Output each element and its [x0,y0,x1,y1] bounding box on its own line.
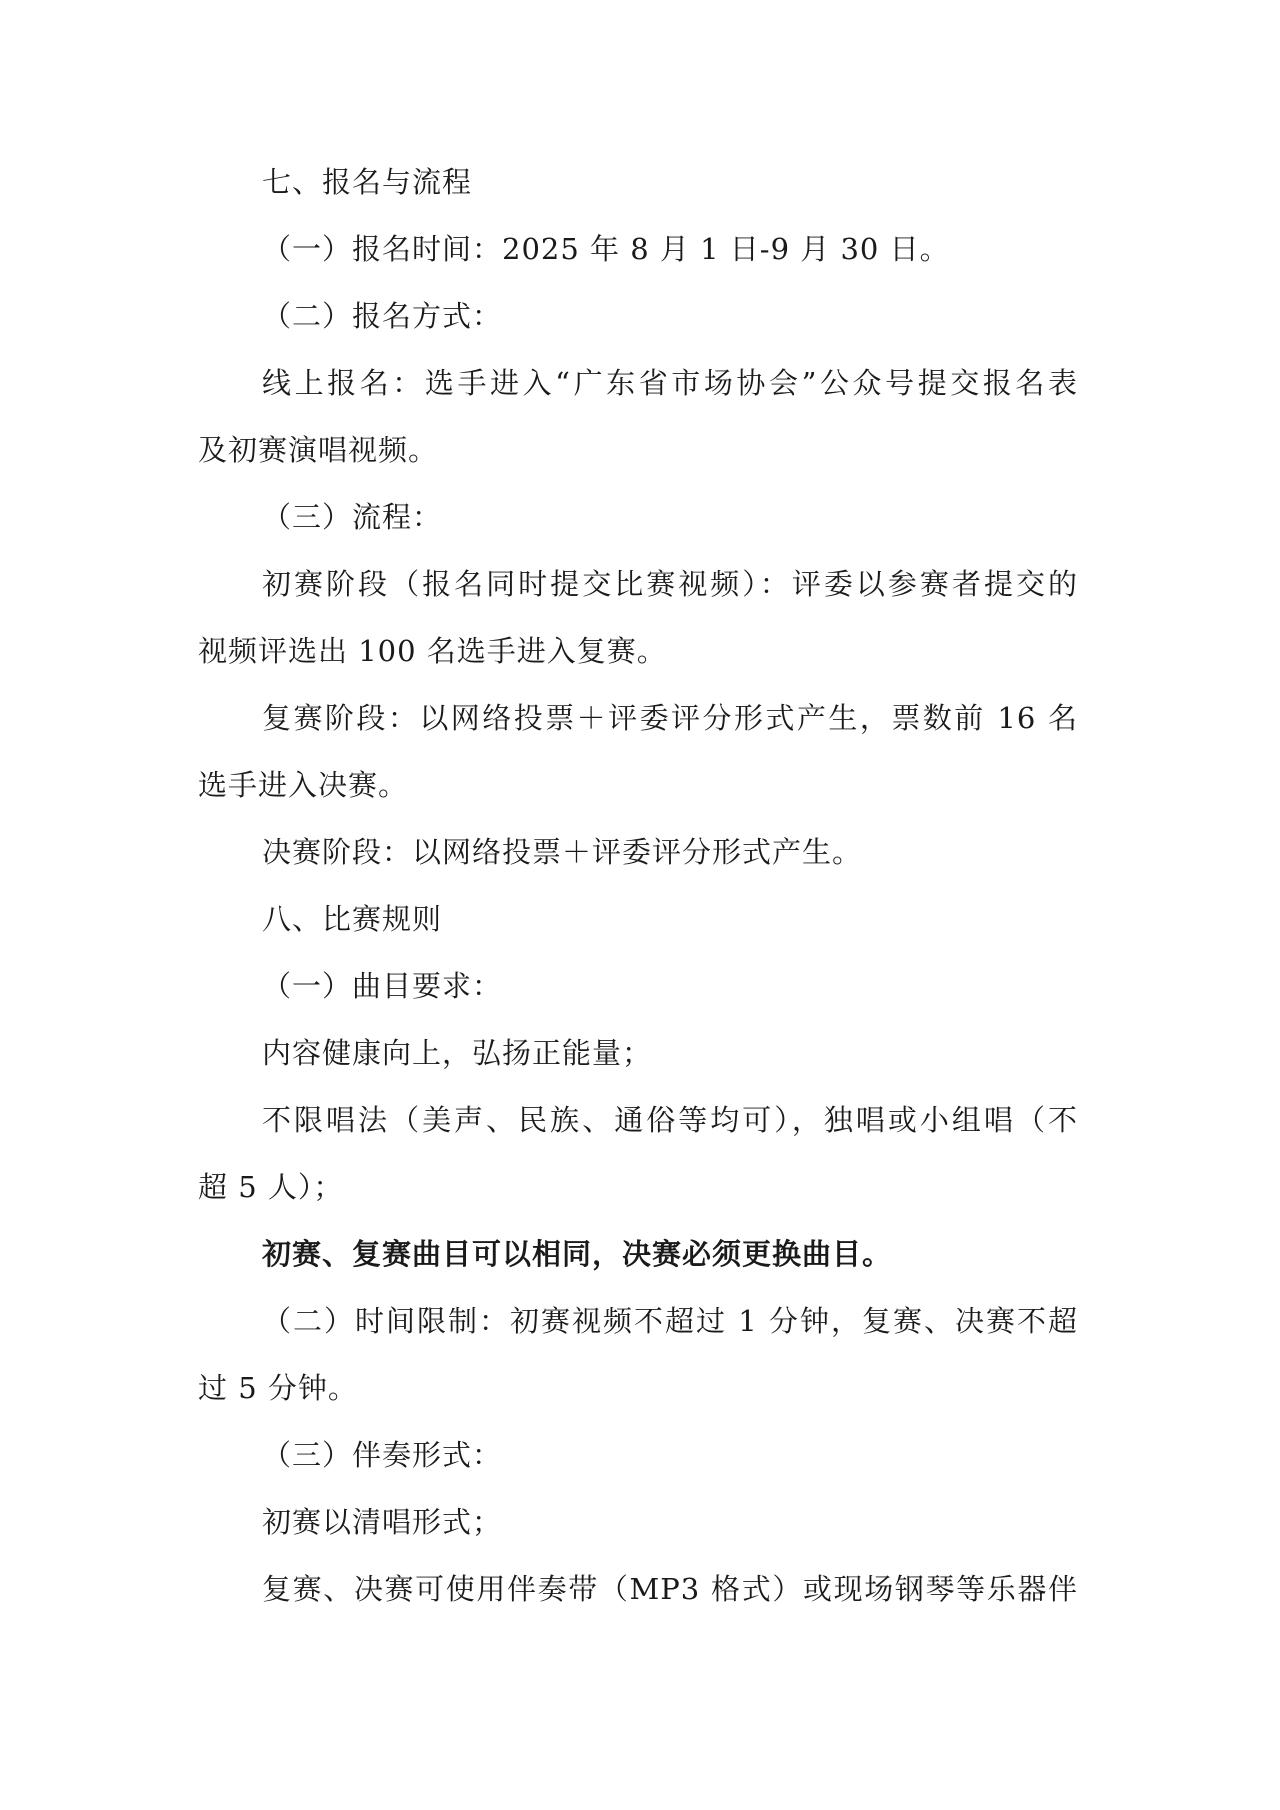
semifinal-stage-line-1: 复赛阶段：以网络投票＋评委评分形式产生，票数前 16 名 [262,701,1078,735]
song-requirements-title: （一）曲目要求： [262,969,503,1003]
semifinal-stage-line-2: 选手进入决赛。 [198,768,409,802]
time-limit-line-1: （二）时间限制：初赛视频不超过 1 分钟，复赛、决赛不超 [262,1304,1078,1338]
singing-style-line-2: 超 5 人）； [198,1170,344,1204]
preliminary-stage-line-2: 视频评选出 100 名选手进入复赛。 [198,634,667,668]
section-7-heading: 七、报名与流程 [262,165,473,199]
online-registration-line-2: 及初赛演唱视频。 [198,433,439,467]
semifinal-accompaniment: 复赛、决赛可使用伴奏带（MP3 格式）或现场钢琴等乐器伴 [262,1572,1078,1606]
section-8-heading: 八、比赛规则 [262,902,443,936]
same-song-rule: 初赛、复赛曲目可以相同，决赛必须更换曲目。 [262,1237,893,1271]
final-stage-line: 决赛阶段：以网络投票＋评委评分形式产生。 [262,835,863,869]
preliminary-stage-line-1: 初赛阶段（报名同时提交比赛视频）：评委以参赛者提交的 [262,567,1078,601]
preliminary-accompaniment: 初赛以清唱形式； [262,1505,503,1539]
singing-style-line-1: 不限唱法（美声、民族、通俗等均可），独唱或小组唱（不 [262,1103,1078,1137]
accompaniment-title: （三）伴奏形式： [262,1438,503,1472]
process-title: （三）流程： [262,500,443,534]
registration-method-title: （二）报名方式： [262,299,503,333]
registration-time: （一）报名时间：2025 年 8 月 1 日-9 月 30 日。 [262,232,950,266]
online-registration-line-1: 线上报名：选手进入“广东省市场协会”公众号提交报名表 [262,366,1078,400]
content-requirement-line: 内容健康向上，弘扬正能量； [262,1036,653,1070]
time-limit-line-2: 过 5 分钟。 [198,1371,358,1405]
